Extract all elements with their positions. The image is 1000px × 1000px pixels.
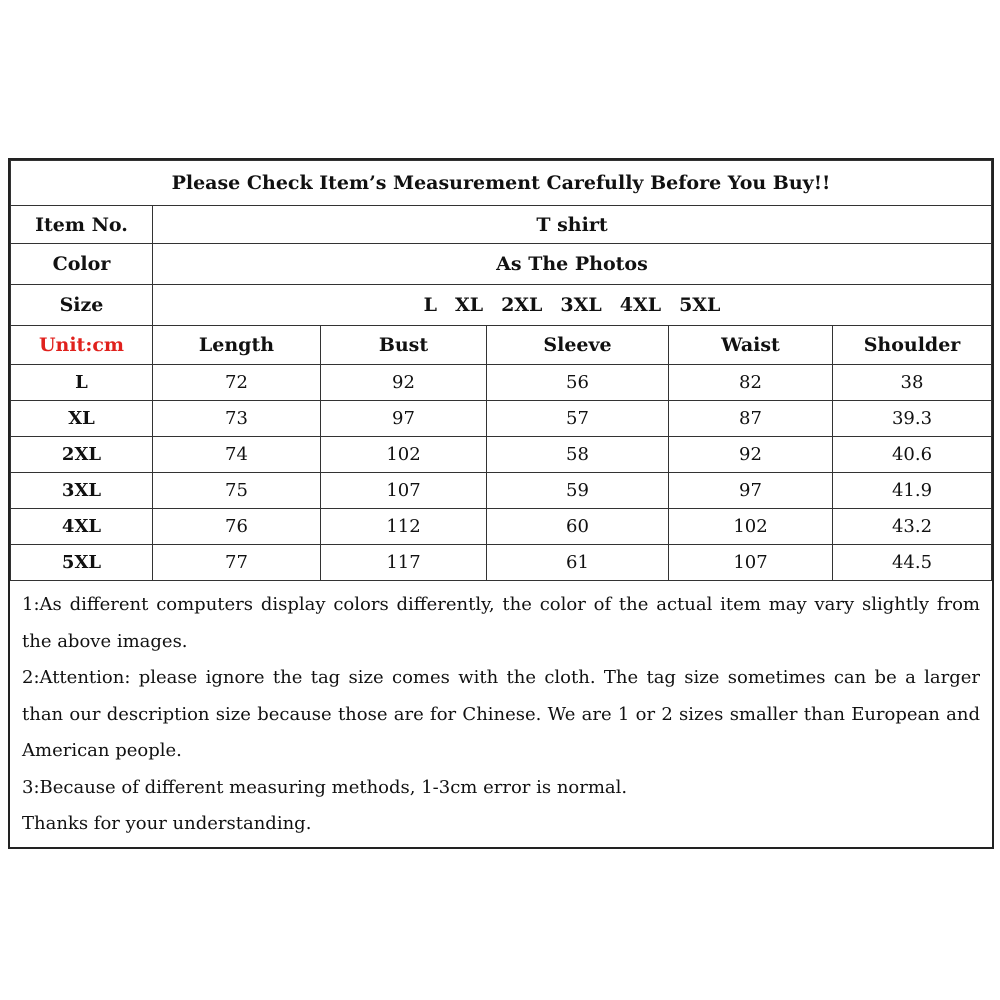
size-option: 3XL (560, 294, 602, 316)
note-text: 1:As different computers display colors differently, the color of the actual item may vary slightly from the above images. (22, 594, 980, 652)
row-size-label: 3XL (11, 473, 153, 509)
size-option: 2XL (501, 294, 543, 316)
size-label: Size (11, 285, 153, 326)
table-cell: 61 (487, 545, 669, 581)
size-option: 4XL (619, 294, 662, 316)
table-cell: 44.5 (833, 545, 992, 581)
table-cell: 40.6 (833, 437, 992, 473)
table-cell: 72 (153, 365, 321, 401)
table-cell: 97 (669, 473, 833, 509)
table-cell: 112 (321, 509, 487, 545)
table-cell: 56 (487, 365, 669, 401)
table-cell: 87 (669, 401, 833, 437)
table-cell: 60 (487, 509, 669, 545)
table-cell: 41.9 (833, 473, 992, 509)
unit-label: Unit:cm (11, 326, 153, 365)
size-table (10, 160, 992, 581)
color-value: As The Photos (153, 244, 992, 285)
table-cell: 75 (153, 473, 321, 509)
table-row (11, 545, 992, 581)
table-body (11, 365, 992, 581)
table-cell: 76 (153, 509, 321, 545)
table-row (11, 365, 992, 401)
table-cell: 59 (487, 473, 669, 509)
table-row (11, 401, 992, 437)
table-cell: 102 (669, 509, 833, 545)
note-text: 3:Because of different measuring methods, 1-3cm error is normal. (22, 776, 628, 798)
size-option: XL (454, 294, 484, 316)
table-cell: 43.2 (833, 509, 992, 545)
item-no-row (11, 206, 992, 244)
size-list (153, 285, 992, 326)
table-cell: 77 (153, 545, 321, 581)
column-header: Bust (321, 326, 487, 365)
notes (10, 581, 992, 847)
title-row (11, 161, 992, 206)
item-no-value: T shirt (153, 206, 992, 244)
table-cell: 107 (321, 473, 487, 509)
color-row (11, 244, 992, 285)
column-header: Length (153, 326, 321, 365)
size-option: L (423, 294, 437, 316)
table-cell: 97 (321, 401, 487, 437)
table-cell: 82 (669, 365, 833, 401)
table-cell: 74 (153, 437, 321, 473)
table-cell: 38 (833, 365, 992, 401)
table-row (11, 437, 992, 473)
size-chart (8, 158, 994, 849)
column-header: Sleeve (487, 326, 669, 365)
table-row (11, 473, 992, 509)
row-size-label: XL (11, 401, 153, 437)
table-cell: 107 (669, 545, 833, 581)
size-row (11, 285, 992, 326)
note-text: 2:Attention: please ignore the tag size comes with the cloth. The tag size sometimes can be a larger than our description size because those are for Chinese. We are 1 or 2 sizes smaller than European and American people. (22, 667, 980, 761)
color-label: Color (11, 244, 153, 285)
row-size-label: 4XL (11, 509, 153, 545)
table-cell: 92 (321, 365, 487, 401)
table-cell: 57 (487, 401, 669, 437)
header-row (11, 326, 992, 365)
chart-title: Please Check Item’s Measurement Carefully Before You Buy!! (11, 161, 992, 206)
table-cell: 39.3 (833, 401, 992, 437)
table-cell: 92 (669, 437, 833, 473)
row-size-label: L (11, 365, 153, 401)
item-no-label: Item No. (11, 206, 153, 244)
size-option: 5XL (679, 294, 721, 316)
row-size-label: 2XL (11, 437, 153, 473)
table-cell: 117 (321, 545, 487, 581)
table-cell: 102 (321, 437, 487, 473)
table-cell: 73 (153, 401, 321, 437)
table-row (11, 509, 992, 545)
column-header: Waist (669, 326, 833, 365)
note-text: Thanks for your understanding. (22, 813, 312, 834)
table-cell: 58 (487, 437, 669, 473)
row-size-label: 5XL (11, 545, 153, 581)
column-header: Shoulder (833, 326, 992, 365)
